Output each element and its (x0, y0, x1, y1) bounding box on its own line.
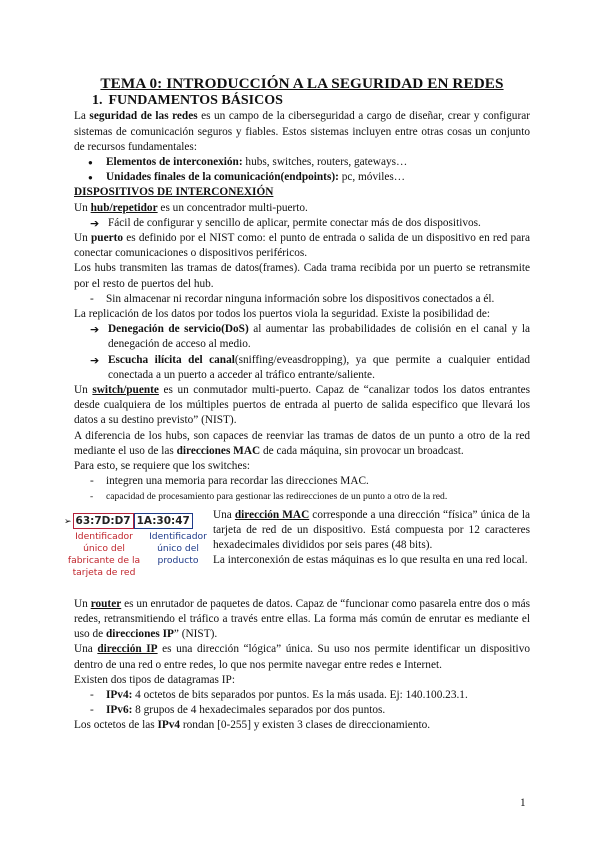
mac-address-figure (64, 513, 212, 589)
hub-arrow-text: Fácil de configurar y sencillo de aplicar, permite conectar más de dos dispositivos. (108, 216, 481, 229)
octets-rest: rondan [0-255] y existen 3 clases de direccionamiento. (180, 719, 431, 732)
port-pre: Un (74, 232, 92, 245)
section-number: 1. (92, 93, 103, 109)
frames-paragraph: Los hubs transmiten las tramas de datos(frames). Cada trama recibida por un puerto se retransmite por el resto de puertos del hub. (74, 262, 530, 290)
risk-text: al aumentar las probabilidades de colisión en el canal y la denegación de acceso al medio. (108, 323, 531, 351)
router-rest: es un enrutador de paquetes de datos. Capaz de “funcionar como pasarela entre dos o más redes, retransmitiendo el tráfico a través entre ellas. La forma más común de enrutar es mediante el uso de (74, 597, 530, 641)
section-heading (92, 93, 530, 108)
mac-section (64, 508, 530, 592)
product-label: Identificador único del producto (149, 530, 207, 566)
ip-type-bold: IPv4: (106, 688, 133, 701)
list-item-bold: Unidades finales de la comunicación(endpoints): (106, 171, 339, 184)
risk-item (74, 353, 530, 383)
router-term: router (90, 597, 122, 610)
intro-paragraph (74, 109, 530, 155)
ip-type-item (74, 688, 530, 703)
hub-dash-text: Sin almacenar ni recordar ninguna información sobre los dispositivos conectados a él. (106, 292, 495, 305)
mac-rest: corresponde a una dirección “física” única de la tarjeta de red de un dispositivo. Está compuesta por 12 caracteres hexadecimales divididos por seis pares (48 bits). (213, 508, 530, 552)
resources-list (74, 155, 530, 185)
dash-marker: - (90, 491, 94, 503)
mac-paragraph (213, 508, 530, 554)
hub-paragraph (74, 201, 530, 216)
subheading-devices: DISPOSITIVOS DE INTERCONEXIÓN (74, 186, 274, 199)
risk-bold: Escucha ilícita del canal (108, 353, 235, 366)
switch-paragraph (74, 383, 530, 429)
switch-requirement-text: capacidad de procesamiento para gestionar las redirecciones de un punto a otro de la red. (106, 491, 448, 503)
mac-text-block (213, 508, 530, 569)
section-label: FUNDAMENTOS BÁSICOS (108, 93, 283, 109)
arrow-icon: ➔ (90, 353, 100, 367)
switch-requirement-text: integren una memoria para recordar las direcciones MAC. (106, 475, 369, 488)
ip-type-item (74, 703, 530, 718)
risk-bold: Denegación de servicio(DoS) (108, 323, 249, 336)
hub-pre: Un (74, 201, 91, 214)
intro-pre: La (74, 110, 90, 123)
list-item (74, 170, 530, 185)
page-number: 1 (520, 797, 526, 809)
mac-example-line (64, 513, 212, 529)
ip-type-bold: IPv6: (106, 704, 133, 717)
page-title: TEMA 0: INTRODUCCIÓN A LA SEGURIDAD EN REDES (100, 75, 504, 92)
ip-type-text: 8 grupos de 4 hexadecimales separados por dos puntos. (132, 704, 386, 717)
switch-requirements-intro: Para esto, se requiere que los switches: (74, 460, 250, 473)
ip-types-intro: Existen dos tipos de datagramas IP: (74, 673, 235, 686)
risk-item (74, 322, 530, 352)
list-item-text: pc, móviles… (338, 171, 406, 184)
manufacturer-label: Identificador único del fabricante de la tarjeta de red (67, 530, 141, 578)
mac-term: dirección MAC (234, 508, 310, 521)
dash-marker: - (90, 688, 94, 701)
octets-bold: IPv4 (157, 719, 181, 732)
triangle-bullet-icon: ➢ (64, 515, 72, 526)
octets-pre: Los octetos de las (74, 719, 158, 732)
hub-dash-item (74, 292, 530, 307)
arrow-icon: ➔ (90, 216, 100, 230)
port-rest: es definido por el NIST como: el punto de entrada o salida de un dispositivo en red para conectar comunicaciones o dispositivos periféricos. (74, 232, 530, 260)
switch-diff-bold: direcciones MAC (176, 444, 261, 457)
octets-paragraph (74, 718, 530, 733)
ip-pre: Una (74, 643, 98, 656)
router-paragraph (74, 597, 530, 643)
list-item-text: hubs, switches, routers, gateways… (242, 156, 408, 169)
switch-difference-paragraph (74, 429, 530, 459)
switch-requirement-item (74, 489, 530, 504)
switch-diff-pre: A diferencia de los hubs, son capaces de reenviar las tramas de datos de un punto a otro de la red mediante el uso de las (74, 429, 530, 457)
router-bold: direcciones IP (106, 628, 174, 641)
mac-manufacturer-part: 63:7D:D7 (73, 513, 134, 529)
mac-interconnection-paragraph: La interconexión de estas máquinas es lo que resulta en una red local. (213, 554, 528, 567)
ip-term: dirección IP (97, 643, 158, 656)
intro-rest: es un campo de la ciberseguridad a cargo de diseñar, crear y configurar sistemas de comunicación seguros y fiables. Estos sistemas incluyen entre otras cosas un conjunto de recursos fundamentales: (74, 110, 530, 153)
router-pre: Un (74, 597, 91, 610)
risk-text: (sniffing/eveasdropping), ya que permite a cualquier entidad conectada a un puerto a acceder al tráfico entrante/saliente. (108, 353, 530, 381)
replication-paragraph: La replicación de los datos por todos los puertos viola la seguridad. Existe la posibilidad de: (74, 308, 491, 321)
router-rest-end: ” (NIST). (173, 628, 218, 641)
arrow-icon: ➔ (90, 323, 100, 337)
switch-term: switch/puente (92, 384, 159, 397)
intro-bold: seguridad de las redes (89, 110, 198, 123)
switch-rest: es un conmutador multi-puerto. Capaz de “canalizar todos los datos entrantes desde cualquiera de los múltiples puertos de entrada al puerto de salida especifico que llevará los datos a su destino previsto” (NIST). (74, 384, 530, 427)
dash-marker: - (90, 475, 94, 488)
hub-term: hub/repetidor (90, 201, 158, 214)
dash-marker: - (90, 704, 94, 717)
hub-arrow-item (74, 216, 530, 231)
switch-diff-rest: de cada máquina, sin provocar un broadcast. (260, 444, 464, 457)
document-page (64, 70, 531, 734)
mac-pre: Una (213, 508, 235, 521)
ip-type-text: 4 octetos de bits separados por puntos. Es la más usada. Ej: 140.100.23.1. (132, 688, 468, 701)
port-bold: puerto (91, 232, 124, 245)
ip-rest: es una dirección “lógica” única. Su uso nos permite identificar un dispositivo dentro de una red o entre redes, lo que nos permite navegar entre redes e Internet. (74, 643, 530, 671)
dash-marker: - (90, 292, 94, 305)
list-item-bold: Elementos de interconexión: (106, 156, 243, 169)
switch-requirement-item (74, 474, 530, 489)
ip-paragraph (74, 642, 530, 672)
switch-pre: Un (74, 384, 93, 397)
hub-rest: es un concentrador multi-puerto. (157, 201, 308, 214)
list-item (74, 155, 530, 170)
mac-product-part: 1A:30:47 (134, 513, 193, 529)
port-paragraph (74, 231, 530, 261)
